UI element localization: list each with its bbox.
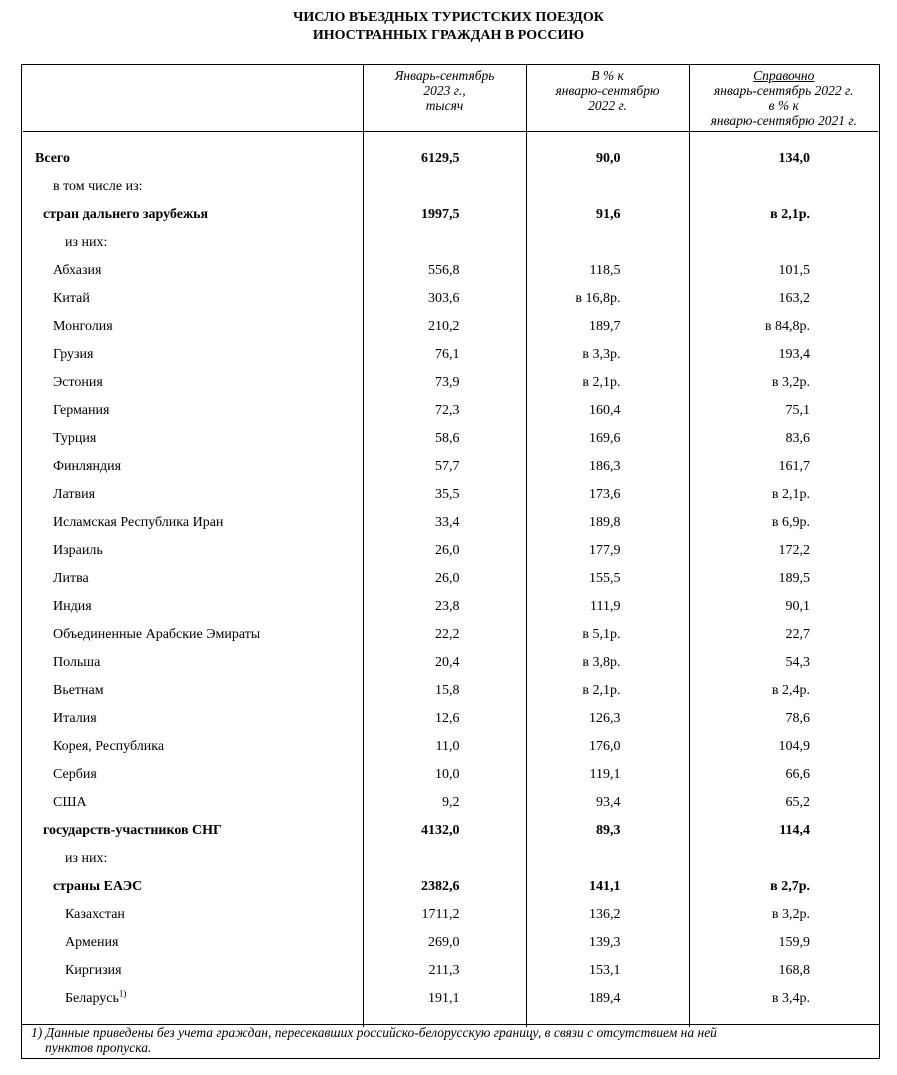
cell-value: в 6,9р. xyxy=(771,515,810,530)
cell-value: 22,7 xyxy=(785,627,810,642)
cell-value: 58,6 xyxy=(363,425,526,453)
country-label: Корея, Республика xyxy=(23,733,363,761)
table-row xyxy=(23,481,878,509)
cell-value: в 2,1р. xyxy=(770,207,810,222)
cell-value: 101,5 xyxy=(778,263,810,278)
cell-value: 177,9 xyxy=(526,537,689,565)
cell-value: 119,1 xyxy=(526,761,689,789)
table-row xyxy=(23,621,878,649)
country-label: Беларусь$^{1)}$ xyxy=(23,985,363,1013)
cell-value: 153,1 xyxy=(526,957,689,985)
cell-value: 65,2 xyxy=(785,795,810,810)
country-label: Армения xyxy=(23,929,363,957)
cell-value: 191,1 xyxy=(363,985,526,1013)
cell-value: 90,0 xyxy=(526,145,689,173)
cell-value: 4132,0 xyxy=(363,817,526,845)
far-abroad-row xyxy=(23,201,878,229)
row-label: государств-участников СНГ xyxy=(23,817,363,845)
cell-value: 189,8 xyxy=(526,509,689,537)
cell-value: в 2,1р. xyxy=(526,677,689,705)
cell-value: в 2,7р. xyxy=(770,879,810,894)
cell-value: 168,8 xyxy=(778,963,810,978)
cell-value: в 3,2р. xyxy=(771,375,810,390)
cell-value: в 3,2р. xyxy=(771,907,810,922)
table-row xyxy=(23,649,878,677)
cell-value: 134,0 xyxy=(778,151,810,166)
country-label: Объединенные Арабские Эмираты xyxy=(23,621,363,649)
table-row xyxy=(23,313,878,341)
table-row xyxy=(23,677,878,705)
country-label: Киргизия xyxy=(23,957,363,985)
cell-value: 126,3 xyxy=(526,705,689,733)
cell-value: 114,4 xyxy=(779,823,810,838)
cell-value: 83,6 xyxy=(785,431,810,446)
cell-value: 186,3 xyxy=(526,453,689,481)
country-label: Вьетнам xyxy=(23,677,363,705)
title-line-2: ИНОСТРАННЫХ ГРАЖДАН В РОССИЮ xyxy=(312,28,585,43)
cell-value: 189,4 xyxy=(526,985,689,1013)
country-label: Турция xyxy=(23,425,363,453)
cell-value: 163,2 xyxy=(778,291,810,306)
cell-value: 210,2 xyxy=(363,313,526,341)
cell-value: 75,1 xyxy=(785,403,810,418)
cell-value: 189,7 xyxy=(526,313,689,341)
cell-value: 89,3 xyxy=(526,817,689,845)
page-title xyxy=(0,9,897,45)
footnote-line-1: 1) Данные приведены без учета граждан, пересекавших российско-белорусскую границу, в связи с отсутствием на ней xyxy=(31,1025,717,1040)
country-label: Финляндия xyxy=(23,453,363,481)
cell-value: в 84,8р. xyxy=(764,319,810,334)
table-row xyxy=(23,957,878,985)
cell-value: 269,0 xyxy=(363,929,526,957)
cell-value: 111,9 xyxy=(526,593,689,621)
cell-value: 9,2 xyxy=(363,789,526,817)
cell-value: 173,6 xyxy=(526,481,689,509)
cell-value: 12,6 xyxy=(363,705,526,733)
country-label: Сербия xyxy=(23,761,363,789)
cell-value: 76,1 xyxy=(363,341,526,369)
cell-value: 169,6 xyxy=(526,425,689,453)
cell-value: 72,3 xyxy=(363,397,526,425)
of-them-row-2 xyxy=(23,845,878,873)
country-label: Литва xyxy=(23,565,363,593)
table-row xyxy=(23,425,878,453)
table-row xyxy=(23,705,878,733)
tourism-table xyxy=(23,65,878,1027)
row-label: в том числе из: xyxy=(23,173,363,201)
cell-value: в 3,8р. xyxy=(526,649,689,677)
country-label: Исламская Республика Иран xyxy=(23,509,363,537)
table-row xyxy=(23,509,878,537)
cell-value: 73,9 xyxy=(363,369,526,397)
cell-value: 172,2 xyxy=(778,543,810,558)
row-label: из них: xyxy=(23,229,363,257)
header-empty xyxy=(23,65,363,131)
row-label: стран дальнего зарубежья xyxy=(23,201,363,229)
cell-value: 139,3 xyxy=(526,929,689,957)
footnote-line-2: пунктов пропуска. xyxy=(45,1040,152,1055)
cell-value: 57,7 xyxy=(363,453,526,481)
header-col-2: В % к январю-сентябрю 2022 г. xyxy=(526,65,689,131)
table-row xyxy=(23,341,878,369)
country-label: Грузия xyxy=(23,341,363,369)
table-row xyxy=(23,537,878,565)
cell-value: 90,1 xyxy=(785,599,810,614)
cell-value: 33,4 xyxy=(363,509,526,537)
table-row xyxy=(23,285,878,313)
cell-value: 20,4 xyxy=(363,649,526,677)
country-label: Германия xyxy=(23,397,363,425)
cell-value: 93,4 xyxy=(526,789,689,817)
table-row xyxy=(23,761,878,789)
cell-value: 22,2 xyxy=(363,621,526,649)
cell-value: 193,4 xyxy=(778,347,810,362)
cell-value: 303,6 xyxy=(363,285,526,313)
cell-value: 189,5 xyxy=(778,571,810,586)
cell-value: 26,0 xyxy=(363,537,526,565)
table-row xyxy=(23,901,878,929)
total-row xyxy=(23,145,878,173)
table-row xyxy=(23,593,878,621)
country-label: Индия xyxy=(23,593,363,621)
cell-value: 176,0 xyxy=(526,733,689,761)
cell-value: 159,9 xyxy=(778,935,810,950)
cell-value: в 5,1р. xyxy=(526,621,689,649)
footnote xyxy=(21,1024,880,1055)
table-row xyxy=(23,565,878,593)
country-label: Китай xyxy=(23,285,363,313)
cell-value: 26,0 xyxy=(363,565,526,593)
including-row xyxy=(23,173,878,201)
cell-value: 1997,5 xyxy=(363,201,526,229)
country-label: Латвия xyxy=(23,481,363,509)
country-label: Польша xyxy=(23,649,363,677)
cell-value: 160,4 xyxy=(526,397,689,425)
country-label: Абхазия xyxy=(23,257,363,285)
country-label: США xyxy=(23,789,363,817)
of-them-row xyxy=(23,229,878,257)
table-row xyxy=(23,985,878,1013)
row-label: из них: xyxy=(23,845,363,873)
cell-value: 556,8 xyxy=(363,257,526,285)
eaeu-row xyxy=(23,873,878,901)
cell-value: 118,5 xyxy=(526,257,689,285)
cell-value: 15,8 xyxy=(363,677,526,705)
country-label: Италия xyxy=(23,705,363,733)
cell-value: 6129,5 xyxy=(363,145,526,173)
title-line-1: ЧИСЛО ВЪЕЗДНЫХ ТУРИСТСКИХ ПОЕЗДОК xyxy=(293,10,604,25)
cell-value: в 2,1р. xyxy=(526,369,689,397)
cell-value: 141,1 xyxy=(526,873,689,901)
table-row xyxy=(23,789,878,817)
cell-value: 161,7 xyxy=(778,459,810,474)
cell-value: 78,6 xyxy=(785,711,810,726)
cell-value: 23,8 xyxy=(363,593,526,621)
cell-value: 104,9 xyxy=(778,739,810,754)
table-row xyxy=(23,257,878,285)
cell-value: 155,5 xyxy=(526,565,689,593)
cell-value: 136,2 xyxy=(526,901,689,929)
row-label: страны ЕАЭС xyxy=(23,873,363,901)
cell-value: 211,3 xyxy=(363,957,526,985)
cell-value: 2382,6 xyxy=(363,873,526,901)
cell-value: в 16,8р. xyxy=(526,285,689,313)
country-label: Монголия xyxy=(23,313,363,341)
cell-value: в 2,4р. xyxy=(771,683,810,698)
cell-value: в 3,4р. xyxy=(771,991,810,1006)
header-col-3: Справочно январь-сентябрь 2022 г. в % к январю-сентябрю 2021 г. xyxy=(689,65,878,131)
table-row xyxy=(23,369,878,397)
cell-value: 54,3 xyxy=(785,655,810,670)
country-label: Израиль xyxy=(23,537,363,565)
header-col-1: Январь-сентябрь 2023 г., тысяч xyxy=(363,65,526,131)
cell-value: 66,6 xyxy=(785,767,810,782)
cell-value: 11,0 xyxy=(363,733,526,761)
row-label: Всего xyxy=(23,145,363,173)
cell-value: в 2,1р. xyxy=(771,487,810,502)
cell-value: в 3,3р. xyxy=(526,341,689,369)
country-label: Эстония xyxy=(23,369,363,397)
table-row xyxy=(23,929,878,957)
header-row xyxy=(23,65,878,131)
cell-value: 1711,2 xyxy=(363,901,526,929)
cis-row xyxy=(23,817,878,845)
table-row xyxy=(23,733,878,761)
cell-value: 35,5 xyxy=(363,481,526,509)
footnote-marker: 1) xyxy=(118,988,127,999)
table-row xyxy=(23,453,878,481)
country-label: Казахстан xyxy=(23,901,363,929)
cell-value: 10,0 xyxy=(363,761,526,789)
cell-value: 91,6 xyxy=(526,201,689,229)
table-row xyxy=(23,397,878,425)
